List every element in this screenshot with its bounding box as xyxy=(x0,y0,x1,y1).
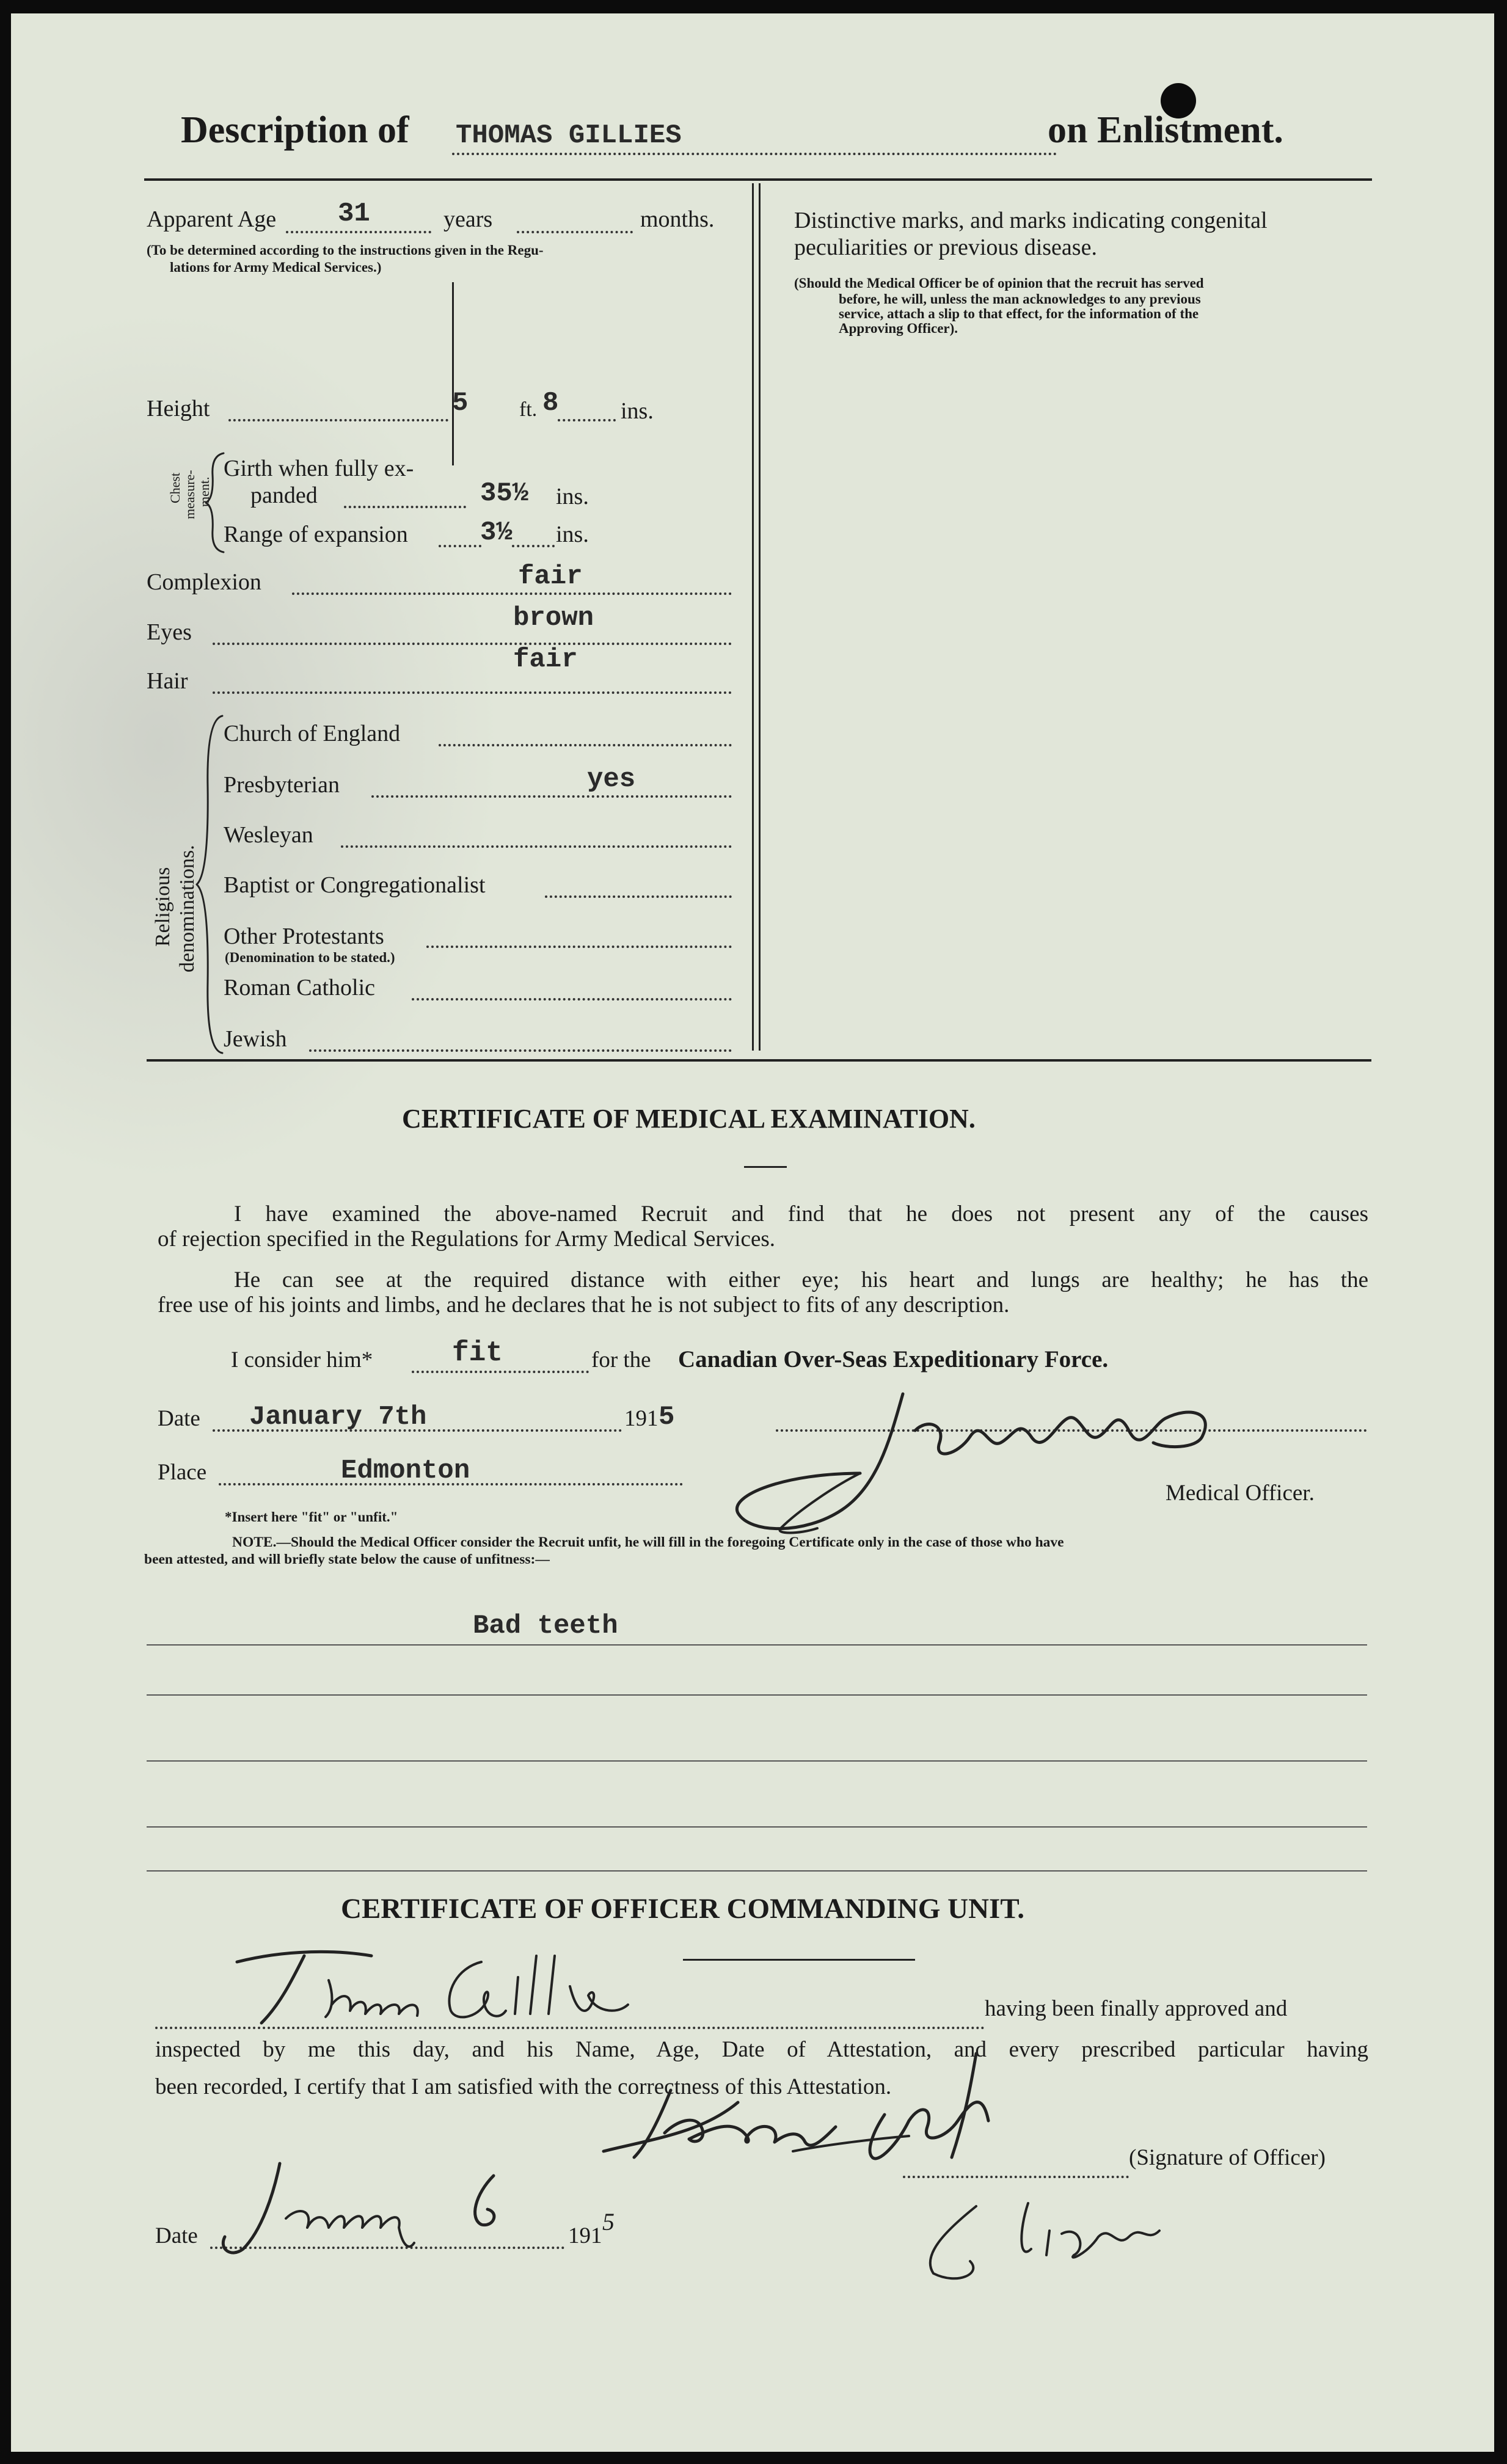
medical-year-prefix: 191 xyxy=(624,1406,659,1431)
height-label: Height xyxy=(147,396,210,421)
range-label: Range of expansion xyxy=(224,522,408,547)
age-note-2: lations for Army Medical Services.) xyxy=(170,260,382,275)
force-name: Canadian Over-Seas Expeditionary Force. xyxy=(678,1346,1109,1372)
values-column-line xyxy=(452,282,454,465)
chest-brace xyxy=(204,451,226,555)
roman-catholic-dots xyxy=(412,998,732,1001)
recruit-signature xyxy=(213,1944,652,2029)
header-prefix: Description of xyxy=(181,109,409,151)
medical-para1-line1: I have examined the above-named Recruit and find that he does not present any of the causes xyxy=(234,1201,1368,1227)
girth-dots xyxy=(344,506,466,508)
religion-brace xyxy=(194,713,225,1055)
medical-title-underline xyxy=(744,1166,787,1168)
jewish-dots xyxy=(309,1049,732,1052)
medical-para2-line2: free use of his joints and limbs, and he declares that he is not subject to fits of any description. xyxy=(158,1292,1010,1318)
column-divider-1 xyxy=(752,183,754,1051)
commanding-certificate-title: CERTIFICATE OF OFFICER COMMANDING UNIT. xyxy=(341,1893,1024,1925)
medical-place-value: Edmonton xyxy=(341,1456,470,1486)
presbyterian-dots xyxy=(371,795,732,798)
eyes-label: Eyes xyxy=(147,619,192,645)
signature-dots xyxy=(903,2176,1129,2178)
height-dots xyxy=(228,419,448,421)
commanding-date-handwriting xyxy=(206,2151,585,2261)
ft-label: ft. xyxy=(519,398,538,421)
commanding-line3: been recorded, I certify that I am satisfied with the correctness of this Attestation. xyxy=(155,2074,892,2099)
church-of-england-dots xyxy=(439,744,732,746)
unfitness-line-4 xyxy=(147,1826,1367,1828)
medical-place-label: Place xyxy=(158,1460,207,1485)
commanding-line1-tail: having been finally approved and xyxy=(985,1996,1288,2021)
unfitness-line-5 xyxy=(147,1870,1367,1872)
other-protestants-note: (Denomination to be stated.) xyxy=(225,950,395,965)
medical-date-label: Date xyxy=(158,1406,200,1431)
wesleyan-dots xyxy=(341,845,732,848)
chest-label-1: Chest xyxy=(167,472,183,503)
other-protestants-dots xyxy=(426,946,732,948)
religion-wesleyan: Wesleyan xyxy=(224,822,313,848)
unfitness-cause: Bad teeth xyxy=(473,1611,618,1641)
age-note-1: (To be determined according to the instructions given in the Regu- xyxy=(147,242,544,258)
hair-dots xyxy=(213,691,732,694)
unfitness-line-1 xyxy=(147,1644,1367,1646)
height-ft-value: 5 xyxy=(452,388,469,418)
complexion-dots xyxy=(292,592,732,595)
enlistment-form-page xyxy=(11,13,1494,2452)
unfitness-line-3 xyxy=(147,1760,1367,1762)
header-name-line xyxy=(452,153,1057,155)
commanding-year-digit: 5 xyxy=(602,2208,615,2236)
unfit-note-2: been attested, and will briefly state below the cause of unfitness:— xyxy=(144,1551,550,1567)
apparent-age-label: Apparent Age xyxy=(147,206,277,232)
medical-year-digit: 5 xyxy=(659,1402,675,1432)
height-ins-label: ins. xyxy=(621,398,654,424)
months-dots xyxy=(517,231,633,233)
fitness-value: fit xyxy=(452,1337,503,1369)
medical-date-value: January 7th xyxy=(249,1402,427,1432)
recruit-name-text xyxy=(155,2025,162,2027)
religion-roman-catholic: Roman Catholic xyxy=(224,975,376,1001)
distinctive-marks-heading-2: peculiarities or previous disease. xyxy=(794,235,1097,260)
commanding-line2: inspected by me this day, and his Name, Age, Date of Attestation, and every prescribed particular having xyxy=(155,2037,1368,2062)
hair-value: fair xyxy=(513,644,578,675)
apparent-age-value: 31 xyxy=(338,199,370,229)
girth-value: 35½ xyxy=(480,478,529,509)
commanding-date-value xyxy=(268,2237,272,2238)
recruit-name-typed: THOMAS GILLIES xyxy=(456,120,682,151)
eyes-dots xyxy=(213,643,732,645)
hair-label: Hair xyxy=(147,668,188,694)
commanding-date-label: Date xyxy=(155,2223,198,2248)
insert-note: *Insert here "fit" or "unfit." xyxy=(225,1509,398,1525)
girth-label-2: panded xyxy=(250,483,318,508)
religion-label-2: denominations. xyxy=(176,845,199,972)
header-rule xyxy=(144,178,1372,181)
commanding-year-prefix: 191 xyxy=(568,2223,602,2248)
range-unit-dots xyxy=(512,545,555,547)
medical-para2-line1: He can see at the required distance with either eye; his heart and lungs are healthy; he has the xyxy=(234,1267,1368,1292)
force-prefix: for the xyxy=(591,1347,651,1372)
unfitness-line-2 xyxy=(147,1694,1367,1696)
presbyterian-value: yes xyxy=(587,764,636,795)
complexion-value: fair xyxy=(518,561,583,592)
commanding-officer-signature xyxy=(579,2029,1178,2298)
signature-of-officer-label: (Signature of Officer) xyxy=(1129,2145,1326,2170)
consider-label: I consider him* xyxy=(231,1347,373,1372)
religion-baptist: Baptist or Congregationalist xyxy=(224,872,486,898)
range-unit: ins. xyxy=(556,522,589,547)
chest-label-2: measure- xyxy=(182,470,197,519)
chest-label-3: ment. xyxy=(197,476,212,507)
unfit-note-1: NOTE.—Should the Medical Officer consider the Recruit unfit, he will fill in the foregoing Certificate only in the case of those who have xyxy=(232,1534,1064,1550)
baptist-dots xyxy=(545,895,732,898)
column-divider-2 xyxy=(759,183,761,1051)
height-in-value: 8 xyxy=(542,388,559,418)
religion-label-1: Religious xyxy=(151,867,174,947)
religion-church-of-england: Church of England xyxy=(224,721,401,746)
months-label: months. xyxy=(640,206,715,232)
commanding-title-underline xyxy=(683,1959,915,1961)
section-rule xyxy=(147,1059,1371,1062)
marks-note-4: Approving Officer). xyxy=(839,321,958,336)
years-label: years xyxy=(443,206,493,232)
girth-label-1: Girth when fully ex- xyxy=(224,456,414,481)
height-in-dots xyxy=(558,419,616,421)
religion-presbyterian: Presbyterian xyxy=(224,772,340,798)
consider-dots xyxy=(412,1371,589,1373)
age-dots xyxy=(286,231,431,233)
header-suffix: on Enlistment. xyxy=(1048,109,1283,151)
officer-rank-text xyxy=(988,2188,993,2189)
distinctive-marks-heading-1: Distinctive marks, and marks indicating congenital xyxy=(794,208,1268,233)
marks-note-3: service, attach a slip to that effect, for the information of the xyxy=(839,306,1199,321)
marks-note-1: (Should the Medical Officer be of opinion that the recruit has served xyxy=(794,275,1204,291)
medical-certificate-title: CERTIFICATE OF MEDICAL EXAMINATION. xyxy=(402,1104,976,1134)
marks-note-2: before, he will, unless the man acknowledges to any previous xyxy=(839,291,1201,307)
medical-para1-line2: of rejection specified in the Regulations for Army Medical Services. xyxy=(158,1227,776,1252)
complexion-label: Complexion xyxy=(147,569,261,595)
eyes-value: brown xyxy=(513,603,594,633)
religion-jewish: Jewish xyxy=(224,1026,287,1052)
range-value: 3½ xyxy=(480,517,513,548)
religion-other-protestants: Other Protestants xyxy=(224,924,384,949)
girth-unit: ins. xyxy=(556,484,589,509)
medical-officer-label: Medical Officer. xyxy=(1166,1481,1315,1506)
range-dots xyxy=(439,545,481,547)
